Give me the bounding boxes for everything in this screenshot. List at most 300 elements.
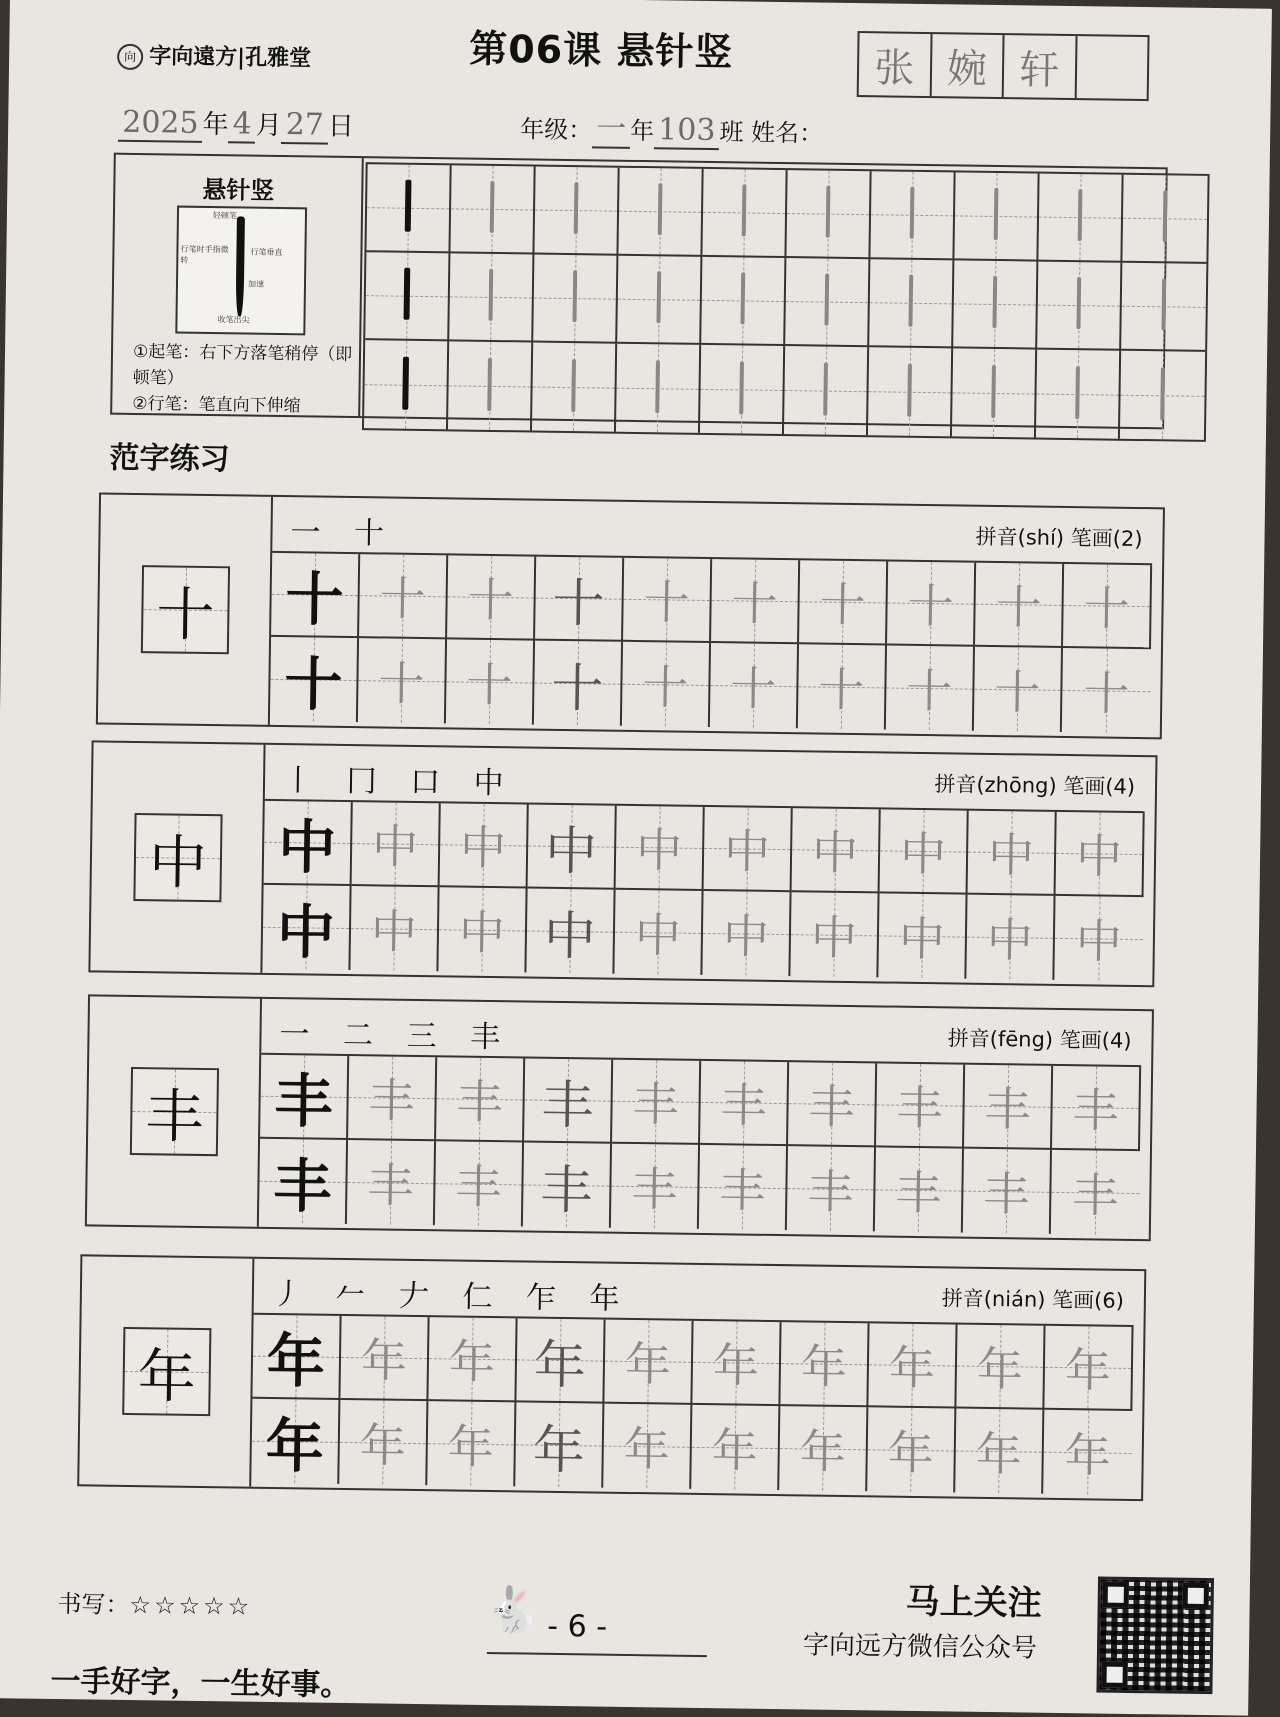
practice-grid[interactable] (262, 799, 1144, 981)
practice-cell[interactable] (798, 644, 887, 729)
model-glyph: 十 (283, 650, 343, 719)
model-glyph: 年 (265, 1411, 325, 1481)
practice-cell[interactable] (438, 887, 527, 972)
model-cell[interactable] (260, 1055, 349, 1140)
handwritten-glyph: 年 (623, 1421, 671, 1477)
page-underline (487, 1652, 707, 1657)
practice-stroke (910, 187, 915, 239)
practice-cell[interactable] (526, 889, 615, 974)
practice-cell[interactable] (524, 1058, 613, 1143)
character-meta (948, 1022, 1132, 1055)
handwritten-glyph: 丰 (368, 1073, 415, 1128)
practice-cell[interactable] (622, 642, 711, 727)
model-stroke (404, 268, 411, 320)
month-label: 月 (255, 110, 282, 141)
handwritten-glyph: 十 (906, 663, 953, 719)
practice-cell[interactable] (788, 1062, 877, 1147)
practice-stroke (487, 358, 492, 411)
handwritten-glyph: 丰 (631, 1161, 678, 1217)
practice-stroke (742, 185, 747, 237)
model-character-text: 中 (148, 828, 208, 898)
practice-stroke (991, 365, 996, 418)
practice-stroke (823, 362, 828, 415)
pinyin-value: (zhōng) (976, 772, 1057, 798)
handwritten-glyph: 丰 (539, 1160, 593, 1221)
practice-cell[interactable] (428, 1317, 517, 1402)
stroke-cell[interactable] (533, 255, 618, 344)
practice-stroke (490, 181, 495, 233)
handwritten-glyph: 丰 (982, 1166, 1030, 1222)
practice-cell[interactable] (535, 557, 624, 642)
handwritten-glyph: 中 (1075, 914, 1123, 969)
name-char-3: 轩 (1004, 35, 1077, 98)
practice-cell[interactable] (515, 1402, 604, 1487)
handwritten-glyph: 年 (1064, 1343, 1112, 1398)
handwritten-glyph: 丰 (367, 1158, 414, 1213)
stroke-cell[interactable] (786, 170, 871, 259)
stroke-cell[interactable] (534, 167, 619, 256)
handwritten-glyph: 十 (1083, 581, 1130, 636)
handwritten-glyph: 十 (1082, 666, 1130, 721)
practice-cell[interactable] (790, 892, 879, 977)
practice-cell[interactable] (604, 1320, 693, 1405)
practice-cell[interactable] (956, 1325, 1045, 1410)
name-char-2: 婉 (931, 34, 1004, 97)
practice-stroke (907, 364, 912, 417)
practice-cell[interactable] (868, 1323, 957, 1408)
stroke-cell[interactable] (1038, 174, 1123, 263)
pinyin-label: 拼音 (941, 1286, 984, 1311)
character-block (77, 1254, 1146, 1501)
rabbit-icon: 🐇 (485, 1583, 541, 1636)
character-meta (975, 521, 1142, 553)
practice-cell[interactable] (876, 1063, 965, 1148)
handwritten-glyph: 中 (635, 823, 683, 878)
practice-stroke (824, 274, 829, 326)
handwritten-glyph: 中 (459, 820, 507, 876)
practice-cell[interactable] (358, 638, 447, 723)
stroke-order: 丿 𠂉 𠂇 仁 乍 年 (271, 1276, 632, 1317)
practice-grid[interactable] (259, 1053, 1141, 1235)
stroke-illustration (236, 216, 245, 316)
stroke-cell[interactable] (618, 168, 703, 257)
handwritten-glyph: 丰 (632, 1076, 679, 1132)
handwritten-glyph: 中 (811, 825, 859, 881)
stroke-practice-grid[interactable] (362, 162, 1210, 442)
practice-stroke (1078, 190, 1083, 242)
stroke-cell[interactable] (617, 256, 702, 345)
handwritten-glyph: 年 (711, 1423, 759, 1478)
stroke-diagram (175, 206, 307, 336)
name-box[interactable] (857, 31, 1150, 101)
handwritten-glyph: 年 (799, 1424, 847, 1479)
day-label: 日 (327, 111, 355, 143)
handwritten-glyph: 中 (1075, 829, 1123, 884)
practice-cell[interactable] (603, 1404, 692, 1489)
model-cell[interactable] (262, 885, 351, 970)
handwritten-glyph: 年 (447, 1419, 495, 1475)
practice-cell[interactable] (691, 1405, 780, 1490)
grade-value[interactable]: 一 (592, 111, 631, 149)
practice-stroke (574, 183, 579, 235)
practice-cell[interactable] (348, 1056, 437, 1141)
stroke-cell[interactable] (1122, 175, 1207, 264)
character-block (85, 994, 1154, 1241)
grade-suffix: 年 (629, 116, 655, 146)
practice-cell[interactable] (1052, 1066, 1141, 1151)
character-panel (87, 996, 262, 1226)
practice-stroke (1076, 278, 1081, 330)
model-character (130, 1067, 219, 1156)
stroke-note-1: ①起笔：右下方落笔稍停（即顿笔） (132, 341, 353, 389)
character-panel (79, 1256, 254, 1486)
practice-cell[interactable] (779, 1406, 868, 1491)
stroke-cell[interactable] (952, 348, 1037, 437)
practice-cell[interactable] (880, 809, 969, 894)
handwritten-glyph: 十 (467, 572, 514, 628)
practice-cell[interactable] (436, 1057, 525, 1142)
qr-eye (1183, 1583, 1209, 1609)
handwritten-glyph: 丰 (541, 1075, 594, 1136)
handwritten-glyph: 十 (643, 575, 690, 630)
stroke-cell[interactable] (616, 344, 701, 433)
qr-eye (1101, 1662, 1127, 1688)
practice-cell[interactable] (963, 1149, 1052, 1234)
practice-stroke (994, 188, 999, 240)
handwritten-glyph: 中 (898, 911, 946, 967)
practice-cell[interactable] (867, 1407, 956, 1492)
practice-cell[interactable] (612, 1060, 701, 1145)
practice-stroke (658, 184, 663, 236)
handwritten-glyph: 中 (899, 826, 947, 882)
handwritten-glyph: 中 (634, 908, 682, 963)
model-character-text: 十 (155, 580, 215, 650)
handwritten-glyph: 年 (532, 1420, 586, 1481)
model-cell[interactable] (252, 1315, 341, 1400)
handwritten-glyph: 十 (730, 661, 777, 716)
practice-cell[interactable] (1043, 1410, 1132, 1495)
handwritten-glyph: 年 (533, 1335, 587, 1396)
slogan: 一手好字，一生好事。 (50, 1663, 351, 1704)
practice-cell[interactable] (780, 1322, 869, 1407)
handwritten-glyph: 年 (1064, 1428, 1112, 1483)
practice-cell[interactable] (702, 891, 791, 976)
practice-cell[interactable] (528, 805, 617, 890)
practice-cell[interactable] (886, 645, 975, 730)
stroke-cell[interactable] (954, 172, 1039, 261)
handwritten-glyph: 丰 (1072, 1083, 1119, 1138)
stroke-cell[interactable] (702, 169, 787, 258)
practice-stroke (739, 361, 744, 414)
grade-line (520, 102, 823, 150)
practice-cell[interactable] (1051, 1150, 1140, 1235)
practice-cell[interactable] (711, 559, 800, 644)
handwritten-glyph: 中 (987, 827, 1035, 883)
handwritten-glyph: 丰 (456, 1074, 503, 1130)
handwritten-glyph: 十 (995, 580, 1042, 635)
stroke-cell[interactable] (701, 257, 786, 346)
handwritten-glyph: 丰 (894, 1165, 942, 1221)
class-label: 班 姓名： (719, 118, 824, 148)
practice-cell[interactable] (339, 1400, 428, 1485)
stroke-cell[interactable] (870, 171, 955, 260)
brand-logo (117, 39, 311, 73)
practice-cell[interactable] (1044, 1326, 1133, 1411)
model-cell[interactable] (270, 637, 359, 722)
pinyin-label: 拼音 (947, 1026, 990, 1051)
handwritten-glyph: 十 (550, 658, 604, 720)
star-rating[interactable]: ☆☆☆☆☆ (129, 1591, 253, 1621)
model-stroke (402, 357, 409, 410)
stroke-cell[interactable] (953, 260, 1038, 349)
practice-stroke (992, 276, 997, 328)
pinyin-label: 拼音 (934, 772, 977, 797)
name-char-1: 张 (859, 33, 932, 96)
handwritten-glyph: 丰 (720, 1078, 767, 1133)
handwritten-glyph: 丰 (1071, 1168, 1119, 1223)
handwritten-glyph: 十 (552, 573, 605, 635)
practice-cell[interactable] (359, 554, 448, 639)
handwritten-glyph: 丰 (896, 1080, 943, 1136)
handwritten-glyph: 十 (818, 662, 865, 718)
practice-cell[interactable] (523, 1142, 612, 1227)
practice-cell[interactable] (347, 1140, 436, 1225)
handwritten-glyph: 年 (975, 1426, 1023, 1482)
grade-label: 年级： (519, 115, 593, 145)
practice-cell[interactable] (699, 1145, 788, 1230)
strokes-value: (2) (1112, 526, 1143, 552)
practice-cell[interactable] (611, 1144, 700, 1229)
practice-cell[interactable] (975, 563, 1064, 648)
model-cell[interactable] (259, 1139, 348, 1224)
practice-cell[interactable] (792, 808, 881, 893)
write-label: 书写： (57, 1590, 130, 1620)
stroke-cell[interactable] (366, 164, 451, 253)
practice-cell[interactable] (534, 641, 623, 726)
practice-cell[interactable] (340, 1316, 429, 1401)
date-line (118, 103, 354, 143)
strokes-value: (4) (1101, 1028, 1132, 1053)
model-character (133, 813, 222, 902)
handwritten-glyph: 丰 (807, 1164, 854, 1220)
practice-cell[interactable] (799, 560, 888, 645)
practice-cell[interactable] (1062, 648, 1151, 733)
handwritten-glyph: 中 (458, 905, 506, 961)
practice-cell[interactable] (446, 639, 535, 724)
stroke-cell[interactable] (450, 165, 535, 254)
stroke-cell[interactable] (449, 253, 534, 342)
model-cell[interactable] (271, 553, 360, 638)
handwritten-glyph: 中 (723, 824, 771, 879)
model-character-text: 年 (137, 1342, 197, 1411)
handwritten-glyph: 中 (544, 821, 598, 882)
handwritten-glyph: 十 (993, 665, 1041, 720)
handwritten-glyph: 中 (543, 906, 597, 967)
practice-stroke (826, 186, 831, 238)
model-glyph: 丰 (274, 1066, 334, 1136)
practice-cell[interactable] (616, 806, 705, 891)
handwritten-glyph: 中 (370, 904, 418, 959)
account-label: 字向远方微信公众号 (802, 1630, 1038, 1664)
stroke-order: 一 二 三 丰 (279, 1017, 513, 1056)
handwritten-glyph: 年 (887, 1425, 935, 1481)
practice-title: 范字练习 (109, 440, 230, 478)
diagram-label: 收笔出尖 (217, 315, 250, 325)
character-panel (98, 495, 273, 725)
handwritten-glyph: 年 (712, 1338, 760, 1393)
model-glyph: 中 (276, 898, 336, 967)
class-value[interactable]: 103 (654, 112, 720, 150)
handwritten-glyph: 丰 (719, 1163, 766, 1218)
date-year[interactable]: 2025 (118, 105, 203, 143)
practice-cell[interactable] (623, 558, 712, 643)
practice-cell[interactable] (435, 1141, 524, 1226)
strokes-value: (4) (1105, 774, 1136, 799)
practice-grid[interactable] (251, 1313, 1133, 1495)
stroke-order: 丨 冂 口 中 (282, 763, 516, 802)
stroke-order: 一 十 (290, 515, 397, 552)
handwritten-glyph: 十 (378, 656, 425, 712)
handwritten-glyph: 年 (976, 1341, 1024, 1397)
practice-stroke (1161, 279, 1166, 331)
stroke-cell[interactable] (1121, 263, 1206, 352)
lesson-title: 第06课 悬针竖 (468, 26, 734, 75)
practice-grid[interactable] (270, 551, 1152, 733)
diagram-label: 行笔时手指微转 (180, 244, 229, 265)
pinyin-value: (fēng) (989, 1026, 1054, 1052)
practice-cell[interactable] (887, 562, 976, 647)
strokes-label: 笔画 (1051, 1287, 1095, 1313)
model-glyph: 丰 (272, 1151, 332, 1221)
stroke-cell[interactable] (868, 347, 953, 436)
practice-cell[interactable] (440, 803, 529, 888)
model-glyph: 中 (277, 813, 337, 882)
handwritten-glyph: 丰 (455, 1159, 502, 1215)
stroke-cell[interactable] (784, 346, 869, 435)
stroke-cell[interactable] (365, 252, 450, 341)
stroke-section (110, 153, 1168, 430)
date-month[interactable]: 4 (228, 106, 256, 143)
model-stroke (405, 180, 412, 232)
practice-cell[interactable] (966, 895, 1055, 980)
model-character-text: 丰 (144, 1082, 204, 1151)
practice-cell[interactable] (704, 807, 793, 892)
diagram-label: 轻顿笔 (212, 211, 238, 221)
stroke-cell[interactable] (364, 340, 449, 429)
date-day[interactable]: 27 (281, 107, 328, 145)
qr-eye (1103, 1582, 1129, 1608)
practice-cell[interactable] (964, 1065, 1053, 1150)
handwritten-glyph: 十 (819, 577, 866, 633)
practice-cell[interactable] (614, 890, 703, 975)
handwritten-glyph: 中 (810, 910, 858, 966)
stroke-cell[interactable] (448, 341, 533, 430)
model-character (141, 565, 230, 654)
practice-cell[interactable] (968, 811, 1057, 896)
practice-stroke (655, 360, 660, 413)
handwritten-glyph: 丰 (808, 1079, 855, 1135)
character-panel (90, 742, 265, 972)
diagram-label: 加速 (247, 279, 265, 289)
page-number (547, 1609, 607, 1645)
pinyin-value: (nián) (983, 1286, 1046, 1312)
stroke-cell[interactable] (1036, 350, 1121, 439)
practice-stroke (1160, 367, 1165, 420)
practice-cell[interactable] (878, 893, 967, 978)
practice-stroke (656, 272, 661, 324)
handwritten-glyph: 中 (986, 912, 1034, 968)
practice-stroke (740, 273, 745, 325)
strokes-value: (6) (1093, 1288, 1125, 1313)
practice-cell[interactable] (516, 1318, 605, 1403)
practice-cell[interactable] (787, 1146, 876, 1231)
practice-cell[interactable] (955, 1409, 1044, 1494)
qr-code-icon[interactable] (1096, 1577, 1214, 1695)
handwritten-glyph: 年 (359, 1418, 407, 1473)
practice-stroke (489, 269, 494, 321)
model-glyph: 年 (266, 1326, 326, 1396)
strokes-label: 笔画 (1070, 526, 1113, 551)
practice-stroke (908, 275, 913, 327)
stroke-info (112, 155, 364, 416)
practice-stroke (1163, 191, 1168, 243)
pinyin-label: 拼音 (975, 524, 1018, 550)
stroke-cell[interactable] (532, 343, 617, 432)
practice-cell[interactable] (427, 1401, 516, 1486)
practice-stroke (1075, 366, 1080, 419)
writing-rating (57, 1584, 252, 1622)
model-character (122, 1327, 211, 1416)
logo-text: 字向遠方|孔雅堂 (148, 43, 312, 72)
diagram-label: 行笔垂直 (250, 247, 283, 258)
stroke-cell[interactable] (785, 258, 870, 347)
practice-cell[interactable] (700, 1061, 789, 1146)
practice-cell[interactable] (350, 886, 439, 971)
stroke-title: 悬针竖 (202, 175, 275, 205)
practice-cell[interactable] (1063, 564, 1152, 649)
handwritten-glyph: 年 (624, 1336, 672, 1392)
character-block (88, 740, 1157, 987)
model-glyph: 十 (285, 565, 345, 634)
handwritten-glyph: 丰 (984, 1081, 1031, 1137)
handwritten-glyph: 年 (448, 1334, 496, 1390)
year-label: 年 (202, 109, 229, 141)
practice-cell[interactable] (1056, 812, 1145, 897)
practice-cell[interactable] (352, 802, 441, 887)
character-meta (942, 1282, 1125, 1315)
stroke-cell[interactable] (869, 259, 954, 348)
practice-cell[interactable] (692, 1321, 781, 1406)
model-cell[interactable] (251, 1399, 340, 1484)
practice-cell[interactable] (710, 643, 799, 728)
stroke-cell[interactable] (1037, 262, 1122, 351)
seal-icon: 向 (117, 44, 143, 70)
practice-stroke (572, 271, 577, 323)
stroke-cell[interactable] (700, 345, 785, 434)
handwritten-glyph: 十 (642, 660, 689, 715)
name-char-4 (1076, 36, 1147, 99)
practice-cell[interactable] (974, 647, 1063, 732)
strokes-label: 笔画 (1063, 773, 1106, 799)
handwritten-glyph: 十 (731, 576, 778, 631)
practice-cell[interactable] (447, 555, 536, 640)
stroke-cell[interactable] (1120, 351, 1205, 440)
handwritten-glyph: 十 (466, 657, 513, 713)
practice-cell[interactable] (1054, 896, 1143, 981)
character-meta (934, 768, 1135, 801)
model-cell[interactable] (264, 801, 353, 886)
practice-cell[interactable] (875, 1147, 964, 1232)
